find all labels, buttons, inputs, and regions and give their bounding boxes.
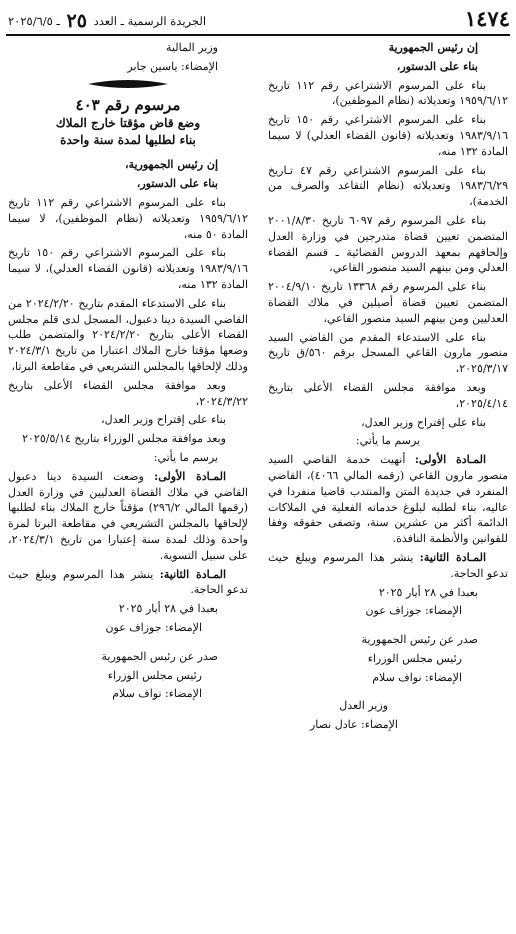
finance-minister-title: وزير المالية bbox=[166, 41, 218, 54]
gazette-title bbox=[8, 10, 206, 32]
section-divider bbox=[8, 78, 248, 92]
recital: بناء على المرسوم الاشتراعي رقم ١١٢ تاريخ ١٩٥٩/٦/١٢ وتعديلاته (نظام الموظفين)، bbox=[268, 78, 508, 108]
gazette-name: الجريدة الرسمية ـ العدد bbox=[93, 14, 207, 28]
article-text: ينشر هذا المرسوم ويبلغ حيث تدعو الحاجة. bbox=[8, 567, 248, 597]
recital: وبعد موافقة مجلس القضاء الأعلى بتاريخ ٢٠٢٥/٤/١٤، bbox=[268, 380, 508, 410]
page-number: ١٤٧٤ bbox=[464, 6, 510, 31]
decree-subtitle: وضع قاض مؤقتا خارج الملاك bbox=[55, 116, 201, 131]
minister-title: وزير العدل bbox=[339, 699, 388, 713]
article-text: ينشر هذا المرسوم ويبلغ حيث تدعو الحاجة. bbox=[268, 550, 508, 580]
issue-number: ٢٥ bbox=[66, 10, 87, 32]
signature-president: الإمضاء: جوزاف عون bbox=[105, 620, 202, 634]
recital: بناء على إقتراح وزير العدل، bbox=[361, 415, 486, 429]
issued-by: صدر عن رئيس الجمهورية bbox=[101, 649, 218, 663]
pm-title: رئيس مجلس الوزراء bbox=[367, 651, 462, 665]
decree-title: مرسوم رقم ٤٠٣ bbox=[75, 95, 181, 114]
recital: بناء على المرسوم الاشتراعي رقم ١١٢ تاريخ ١٩٥٩/٦/١٢ وتعديلاته (نظام الموظفين)، لا سيما المادة ٥٠ منه، bbox=[8, 195, 248, 241]
recital: بناء على المرسوم رقم ٦٠٩٧ تاريخ ٢٠٠١/٨/٣٠ المتضمن تعيين قضاة متدرجين في وزارة العدل وإلحاقهم بمعهد الدروس القضائية ـ قسم القضاء العدلي ومن بينهم السيد منصور القاعي، bbox=[268, 213, 508, 275]
recital: بناء على إقتراح وزير العدل، bbox=[101, 413, 226, 427]
finance-minister-signature: الإمضاء: ياسين جابر bbox=[127, 59, 218, 73]
decree-subtitle: بناء لطلبها لمدة سنة واحدة bbox=[60, 133, 196, 148]
recital: وبعد موافقة مجلس الوزراء بتاريخ ٢٠٢٥/٥/١٤ bbox=[22, 432, 226, 446]
recital: بناء على المرسوم الاشتراعي رقم ١٥٠ تاريخ ١٩٨٣/٩/١٦ وتعديلاته (قانون القضاء العدلي) لا سيما المادة ١٣٢ منه، bbox=[268, 113, 508, 158]
pm-signature: الإمضاء: نواف سلام bbox=[372, 670, 462, 684]
recital: وبعد موافقة مجلس القضاء الأعلى بتاريخ ٢٠٢٤/٣/٢٢، bbox=[8, 378, 248, 408]
pm-signature: الإمضاء: نواف سلام bbox=[112, 687, 202, 701]
minister-signature: الإمضاء: عادل نصار bbox=[309, 718, 398, 732]
preamble-president: إن رئيس الجمهورية bbox=[388, 41, 478, 54]
recital: بناء على الاستدعاء المقدم بتاريخ ٢٠٢٤/٢/٢٠ من القاضي السيدة دينا دعبول، المسجل لدى قلم مجلس القضاء الأعلى بتاريخ ٢٠٢٤/٢/٢٠ والمتضمن طلب وضعها مؤقتا خارج الملاك اعتبارا من تاريخ ٢٠٢٤/٣/١ وذلك لإلحاقها بالمجلس التشريعي في مقاطعة البرتا، bbox=[8, 296, 248, 373]
signature-date: بعبدا في ٢٨ أيار ٢٠٢٥ bbox=[118, 602, 218, 616]
article-1 bbox=[8, 469, 248, 564]
recital: بناء على المرسوم رقم ١٣٣٦٨ تاريخ ٢٠٠٤/٩/١٠ المتضمن تعيين قضاة أصيلين في ملاك القضاة العدليين ومن بينهم السيد منصور القاعي، bbox=[268, 280, 508, 325]
left-column bbox=[8, 40, 248, 705]
recital: بناء على المرسوم الاشتراعي رقم ٤٧ تـاريخ ١٩٨٣/٦/٢٩ وتعديلاته (نظام التقاعد والصرف من الخدمة)، bbox=[268, 163, 508, 209]
decrees-heading: يرسم ما يأتي: bbox=[153, 450, 218, 464]
issue-date: ـ ٢٠٢٥/٦/٥ bbox=[8, 14, 60, 28]
header-rule bbox=[6, 34, 510, 36]
article-text: أنهيت خدمة القاضي السيد منصور مارون القاعي (رقمه المالي ٤٠٦٦)، القاضي المنفرد في جديدة المتن والمنتدب قاضيا منفردا في عاليه، بناء لطلبه لبلوغ خدماته الفعلية في الملاكات الدائمة أكثر من عشرين سنة، وتصفى حقوقه وفقا للقوانين والأنظمة النافذة. bbox=[268, 453, 508, 546]
decrees-heading: يرسم ما يأتي: bbox=[355, 434, 421, 448]
article-1 bbox=[268, 452, 508, 547]
article-label: المـادة الأولى: bbox=[154, 469, 226, 483]
page-header bbox=[4, 6, 512, 34]
pm-title: رئيس مجلس الوزراء bbox=[107, 668, 202, 682]
signature-president: الإمضاء: جوزاف عون bbox=[365, 604, 462, 618]
preamble-constitution: بناء على الدستور، bbox=[396, 59, 478, 73]
article-label: المـادة الثانية: bbox=[159, 567, 226, 581]
article-2 bbox=[268, 550, 508, 582]
recital: بناء على المرسوم الاشتراعي رقم ١٥٠ تاريخ ١٩٨٣/٩/١٦ وتعديلاته (قانون القضاء العدلي)، لا سيما المادة ١٣٢ منه، bbox=[8, 246, 248, 291]
recital: بناء على الاستدعاء المقدم من القاضي السيد منصور مارون القاعي المسجل برقم ٥٦٠/ق تاريخ ٢٠٢٥/٣/١٧، bbox=[268, 330, 509, 376]
signature-date: بعبدا في ٢٨ أيار ٢٠٢٥ bbox=[378, 585, 478, 599]
article-2 bbox=[8, 567, 248, 599]
article-text: وضعت السيدة دينا دعبول القاضي في ملاك القضاة العدليين في وزارة العدل (رقمها المالي ٢٩٦/٢) مؤقتاً خارج الملاك بناء لطلبها لإلحاقها بالمجلس التشريعي في مقاطعة البرتا لمرة واحدة وذلك لمدة سنة إعتبارا من تاريخ ٢٠٢٤/٣/١، على سبيل التسوية. bbox=[8, 469, 248, 562]
issued-by: صدر عن رئيس الجمهورية bbox=[361, 633, 478, 647]
preamble-president: إن رئيس الجمهورية، bbox=[125, 158, 218, 172]
article-label: المـادة الأولى: bbox=[414, 453, 487, 467]
article-label: المـادة الثانية: bbox=[419, 550, 486, 564]
right-column bbox=[268, 40, 508, 736]
preamble-constitution: بناء على الدستور، bbox=[136, 177, 218, 191]
